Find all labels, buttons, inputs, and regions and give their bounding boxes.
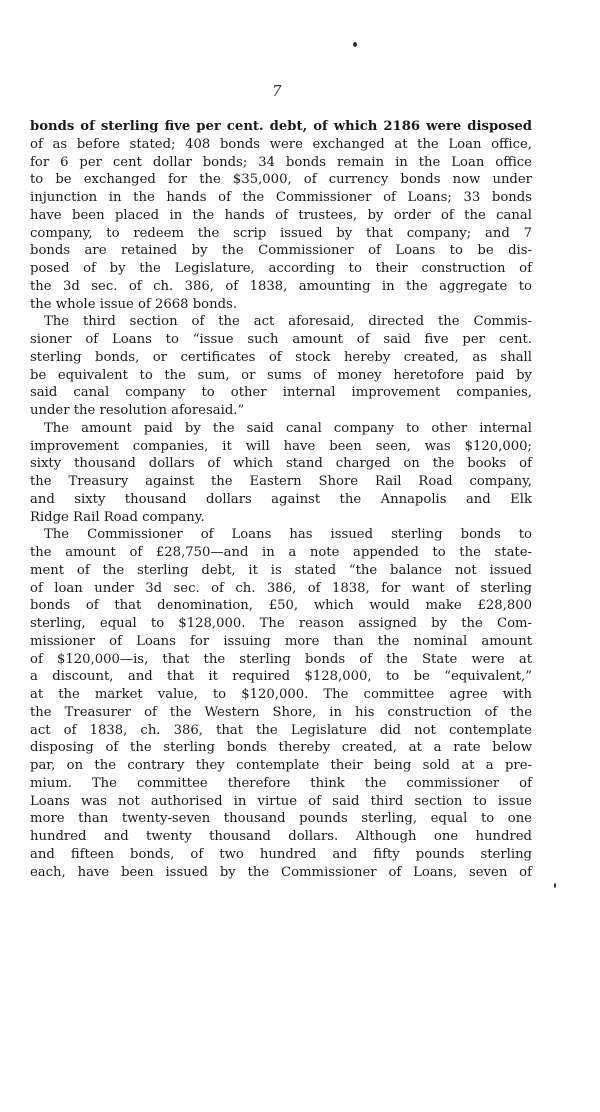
text-line: of $120,000—is, that the sterling bonds of the State were at xyxy=(30,651,532,667)
text-line: injunction in the hands of the Commissioner of Loans; 33 bonds xyxy=(30,190,532,205)
text-line: bonds of sterling five per cent. debt, of which 2186 were disposed xyxy=(30,119,532,134)
text-line: mium. The committee therefore think the commissioner of xyxy=(30,775,532,791)
text-line: and fifteen bonds, of two hundred and fifty pounds sterling xyxy=(30,846,532,862)
text-line: the Treasurer of the Western Shore, in his construction of the xyxy=(30,704,532,720)
text-line: the amount of £28,750—and in a note appended to the state- xyxy=(30,545,532,560)
text-line: posed of by the Legislature, according to their construction of xyxy=(30,261,532,276)
text-line: The amount paid by the said canal company to other internal xyxy=(44,420,532,436)
text-line: bonds are retained by the Commissioner of Loans to be dis- xyxy=(30,243,532,259)
text-line: more than twenty-seven thousand pounds sterling, equal to one xyxy=(30,811,532,827)
text-line: and sixty thousand dollars against the Annapolis and Elk xyxy=(30,491,532,507)
text-line: under the resolution aforesaid.” xyxy=(30,403,245,418)
text-line: The Commissioner of Loans has issued sterling bonds to xyxy=(44,527,532,543)
page-number: 7 xyxy=(272,82,282,100)
text-line: act of 1838, ch. 386, that the Legislature did not contemplate xyxy=(30,722,532,738)
body-text xyxy=(30,118,532,881)
text-line: have been placed in the hands of trustees, by order of the canal xyxy=(30,207,532,223)
text-line: at the market value, to $120,000. The committee agree with xyxy=(30,687,532,702)
text-line: to be exchanged for the $35,000, of currency bonds now under xyxy=(30,172,532,188)
text-line: bonds of that denomination, £50, which would make £28,800 xyxy=(30,598,532,614)
text-line: a discount, and that it required $128,000, to be “equivalent,” xyxy=(30,669,532,685)
text-line: sterling, equal to $128,000. The reason assigned by the Com- xyxy=(30,616,532,631)
text-line: the 3d sec. of ch. 386, of 1838, amounting in the aggregate to xyxy=(30,278,532,294)
text-line: be equivalent to the sum, or sums of money heretofore paid by xyxy=(30,367,532,383)
text-line: company, to redeem the scrip issued by that company; and 7 xyxy=(30,225,532,241)
text-line: The third section of the act aforesaid, directed the Commis- xyxy=(44,314,532,330)
text-line: sioner of Loans to “issue such amount of said five per cent. xyxy=(30,332,532,347)
text-line: ment of the sterling debt, it is stated “the balance not issued xyxy=(30,562,532,578)
text-line: disposing of the sterling bonds thereby created, at a rate below xyxy=(30,740,532,756)
text-line: par, on the contrary they contemplate their being sold at a pre- xyxy=(30,758,532,773)
text-line: of loan under 3d sec. of ch. 386, of 1838, for want of sterling xyxy=(30,580,532,596)
text-line: of as before stated; 408 bonds were exchanged at the Loan office, xyxy=(30,136,532,152)
text-line: sterling bonds, or certificates of stock hereby created, as shall xyxy=(30,349,532,365)
text-line: hundred and twenty thousand dollars. Although one hundred xyxy=(30,829,532,844)
ink-speck xyxy=(554,883,556,888)
text-line: sixty thousand dollars of which stand charged on the books of xyxy=(30,456,532,472)
text-line: for 6 per cent dollar bonds; 34 bonds remain in the Loan office xyxy=(30,154,532,170)
text-line: improvement companies, it will have been seen, was $120,000; xyxy=(30,438,532,454)
text-line: Loans was not authorised in virtue of said third section to issue xyxy=(30,793,532,809)
text-line: said canal company to other internal improvement companies, xyxy=(30,385,532,401)
text-line: the Treasury against the Eastern Shore Rail Road company, xyxy=(30,474,532,489)
text-line: each, have been issued by the Commissioner of Loans, seven of xyxy=(30,864,532,880)
text-line: the whole issue of 2668 bonds. xyxy=(30,296,238,312)
text-line: missioner of Loans for issuing more than the nominal amount xyxy=(30,633,532,649)
ink-speck xyxy=(353,42,357,47)
text-line: Ridge Rail Road company. xyxy=(30,509,205,525)
